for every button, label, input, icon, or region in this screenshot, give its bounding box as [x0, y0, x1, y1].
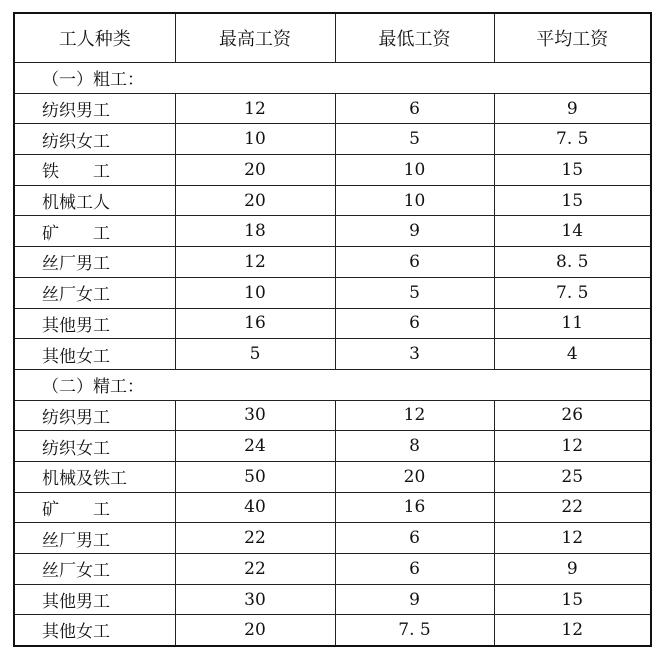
- max-wage-cell: 20: [175, 155, 335, 186]
- max-wage-cell: 10: [175, 124, 335, 155]
- worker-type-cell: 机械工人: [14, 185, 175, 216]
- header-min-wage: 最低工资: [335, 13, 494, 63]
- avg-wage-cell: 12: [494, 615, 651, 646]
- min-wage-cell: 6: [335, 93, 494, 124]
- worker-type-cell: 纺织男工: [14, 93, 175, 124]
- table-row: [14, 492, 651, 523]
- table-row: [14, 554, 651, 585]
- worker-type-cell: 丝厂女工: [14, 277, 175, 308]
- avg-wage-cell: 12: [494, 431, 651, 462]
- header-avg-wage: 平均工资: [494, 13, 651, 63]
- max-wage-cell: 20: [175, 185, 335, 216]
- section-row: [14, 63, 651, 94]
- worker-type-cell: 矿 工: [14, 216, 175, 247]
- avg-wage-cell: 12: [494, 523, 651, 554]
- min-wage-cell: 6: [335, 523, 494, 554]
- min-wage-cell: 10: [335, 185, 494, 216]
- worker-type-cell: 机械及铁工: [14, 461, 175, 492]
- avg-wage-cell: 7. 5: [494, 124, 651, 155]
- table-row: [14, 431, 651, 462]
- worker-type-cell: 其他男工: [14, 584, 175, 615]
- avg-wage-cell: 26: [494, 400, 651, 431]
- section-title: （一）粗工：: [14, 63, 651, 94]
- max-wage-cell: 50: [175, 461, 335, 492]
- table-row: [14, 155, 651, 186]
- worker-type-cell: 其他男工: [14, 308, 175, 339]
- avg-wage-cell: 15: [494, 155, 651, 186]
- max-wage-cell: 5: [175, 339, 335, 370]
- min-wage-cell: 3: [335, 339, 494, 370]
- min-wage-cell: 7. 5: [335, 615, 494, 646]
- worker-type-cell: 纺织女工: [14, 431, 175, 462]
- header-worker-type: 工人种类: [14, 13, 175, 63]
- max-wage-cell: 12: [175, 247, 335, 278]
- min-wage-cell: 20: [335, 461, 494, 492]
- min-wage-cell: 6: [335, 308, 494, 339]
- worker-type-cell: 丝厂女工: [14, 554, 175, 585]
- min-wage-cell: 6: [335, 247, 494, 278]
- worker-type-cell: 其他女工: [14, 339, 175, 370]
- avg-wage-cell: 14: [494, 216, 651, 247]
- table-row: [14, 124, 651, 155]
- section-row: [14, 369, 651, 400]
- max-wage-cell: 20: [175, 615, 335, 646]
- table-row: [14, 339, 651, 370]
- worker-type-cell: 纺织男工: [14, 400, 175, 431]
- max-wage-cell: 18: [175, 216, 335, 247]
- table-row: [14, 93, 651, 124]
- worker-type-cell: 铁 工: [14, 155, 175, 186]
- avg-wage-cell: 7. 5: [494, 277, 651, 308]
- max-wage-cell: 22: [175, 523, 335, 554]
- max-wage-cell: 24: [175, 431, 335, 462]
- worker-type-cell: 丝厂男工: [14, 523, 175, 554]
- table-row: [14, 277, 651, 308]
- min-wage-cell: 6: [335, 554, 494, 585]
- table-row: [14, 584, 651, 615]
- worker-type-cell: 丝厂男工: [14, 247, 175, 278]
- avg-wage-cell: 9: [494, 554, 651, 585]
- avg-wage-cell: 8. 5: [494, 247, 651, 278]
- avg-wage-cell: 15: [494, 584, 651, 615]
- min-wage-cell: 5: [335, 277, 494, 308]
- section-title: （二）精工：: [14, 369, 651, 400]
- avg-wage-cell: 11: [494, 308, 651, 339]
- wage-table: [13, 12, 652, 647]
- avg-wage-cell: 9: [494, 93, 651, 124]
- max-wage-cell: 12: [175, 93, 335, 124]
- header-row: [14, 13, 651, 63]
- min-wage-cell: 9: [335, 216, 494, 247]
- table-row: [14, 461, 651, 492]
- table-row: [14, 615, 651, 646]
- min-wage-cell: 12: [335, 400, 494, 431]
- min-wage-cell: 16: [335, 492, 494, 523]
- table-row: [14, 185, 651, 216]
- max-wage-cell: 30: [175, 584, 335, 615]
- max-wage-cell: 22: [175, 554, 335, 585]
- min-wage-cell: 8: [335, 431, 494, 462]
- max-wage-cell: 10: [175, 277, 335, 308]
- worker-type-cell: 纺织女工: [14, 124, 175, 155]
- min-wage-cell: 5: [335, 124, 494, 155]
- max-wage-cell: 16: [175, 308, 335, 339]
- worker-type-cell: 矿 工: [14, 492, 175, 523]
- avg-wage-cell: 22: [494, 492, 651, 523]
- min-wage-cell: 9: [335, 584, 494, 615]
- table-row: [14, 247, 651, 278]
- worker-type-cell: 其他女工: [14, 615, 175, 646]
- max-wage-cell: 40: [175, 492, 335, 523]
- min-wage-cell: 10: [335, 155, 494, 186]
- max-wage-cell: 30: [175, 400, 335, 431]
- table-body: [14, 63, 651, 646]
- avg-wage-cell: 4: [494, 339, 651, 370]
- avg-wage-cell: 25: [494, 461, 651, 492]
- table-row: [14, 308, 651, 339]
- table-row: [14, 216, 651, 247]
- table-row: [14, 400, 651, 431]
- avg-wage-cell: 15: [494, 185, 651, 216]
- table-row: [14, 523, 651, 554]
- header-max-wage: 最高工资: [175, 13, 335, 63]
